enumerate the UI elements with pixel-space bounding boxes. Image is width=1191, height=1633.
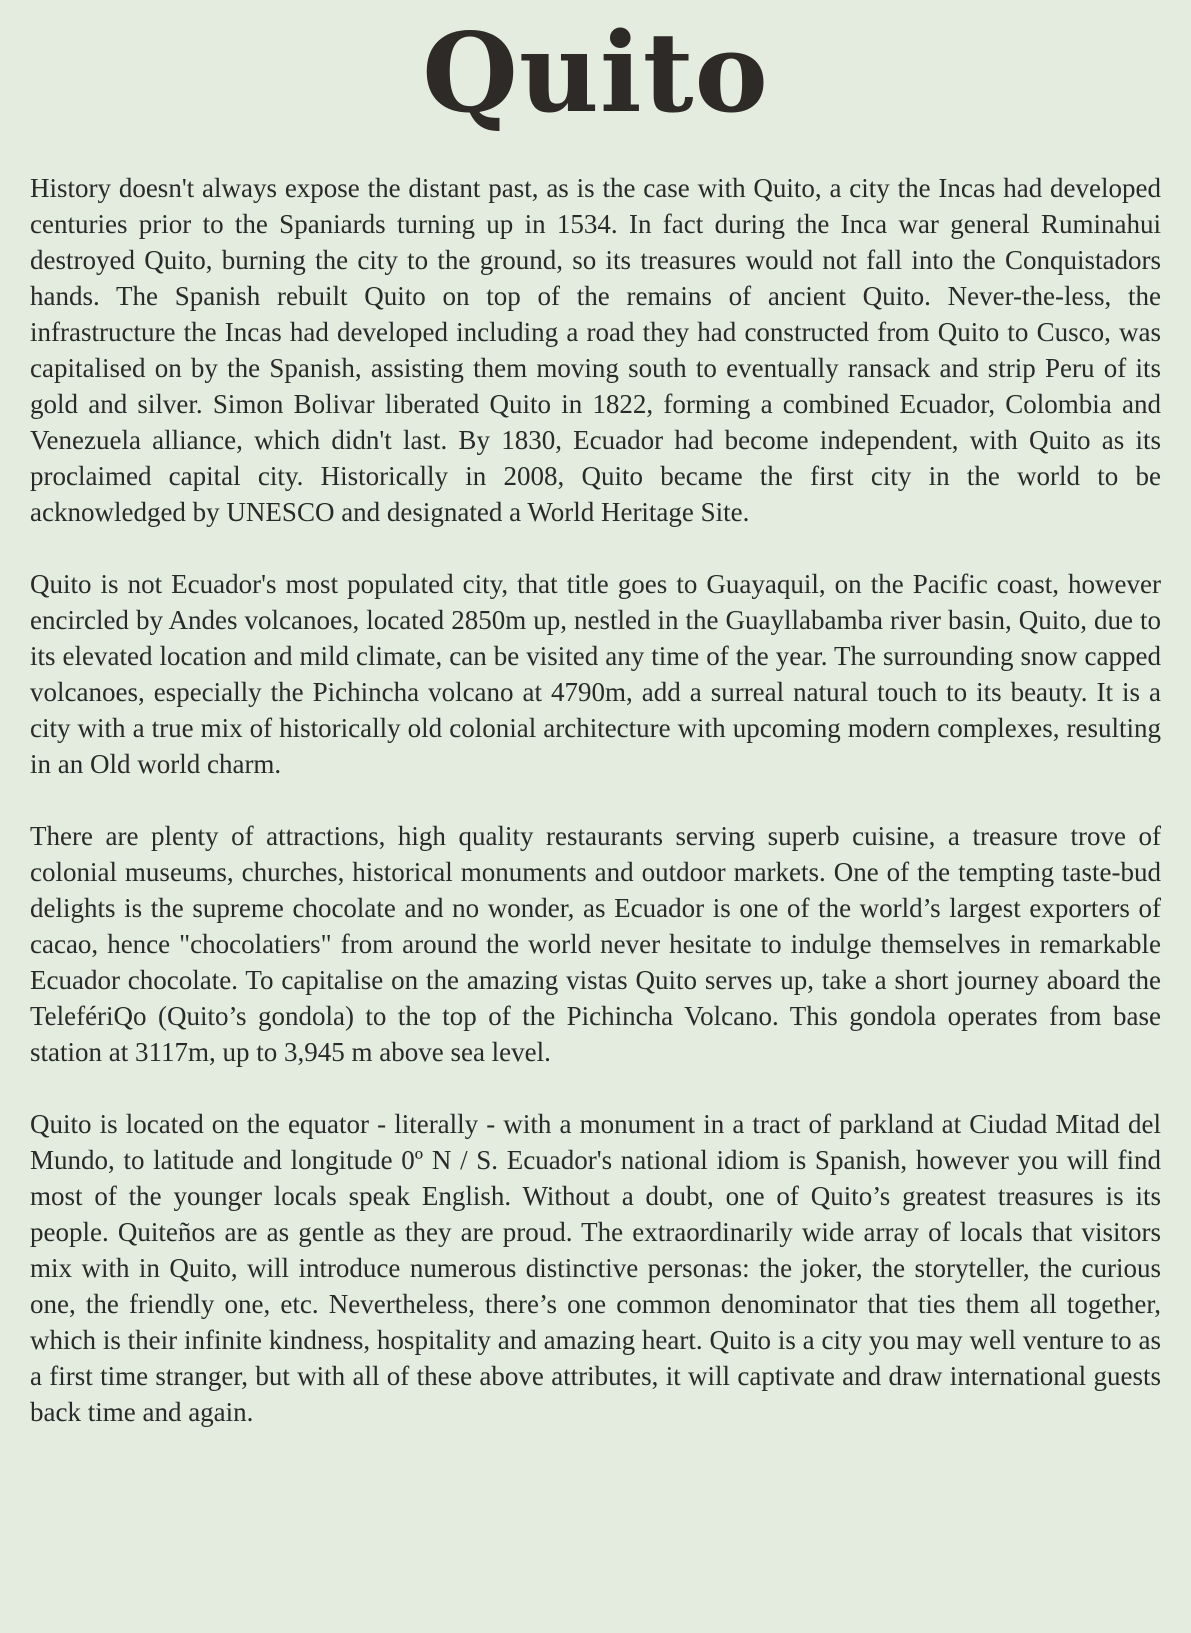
paragraph-history: History doesn't always expose the distant past, as is the case with Quito, a city the Incas had developed centuries prior to the Spaniards turning up in 1534. In fact during the Inca war general Ruminahui destroyed Quito, burning the city to the ground, so its treasures would not fall into the Conquistadors hands. The Spanish rebuilt Quito on top of the remains of ancient Quito. Never-the-less, the infrastructure the Incas had developed including a road they had constructed from Quito to Cusco, was capitalised on by the Spanish, assisting them moving south to eventually ransack and strip Peru of its gold and silver. Simon Bolivar liberated Quito in 1822, forming a combined Ecuador, Colombia and Venezuela alliance, which didn't last. By 1830, Ecuador had become independent, with Quito as its proclaimed capital city. Historically in 2008, Quito became the first city in the world to be acknowledged by UNESCO and designated a World Heritage Site.	[30, 173, 1161, 527]
paragraph-people: Quito is located on the equator - literally - with a monument in a tract of parkland at Ciudad Mitad del Mundo, to latitude and longitude 0º N / S. Ecuador's national idiom is Spanish, however you will find most of the younger locals speak English. Without a doubt, one of Quito’s greatest treasures is its people. Quiteños are as gentle as they are proud. The extraordinarily wide array of locals that visitors mix with in Quito, will introduce numerous distinctive personas: the joker, the storyteller, the curious one, the friendly one, etc. Nevertheless, there’s one common denominator that ties them all together, which is their infinite kindness, hospitality and amazing heart. Quito is a city you may well venture to as a first time stranger, but with all of these above attributes, it will captivate and draw international guests back time and again.	[30, 1109, 1161, 1427]
article-body	[30, 170, 1161, 1430]
page-title: Quito	[422, 8, 769, 137]
paragraph-attractions: There are plenty of attractions, high quality restaurants serving superb cuisine, a treasure trove of colonial museums, churches, historical monuments and outdoor markets. One of the tempting taste-bud delights is the supreme chocolate and no wonder, as Ecuador is one of the world’s largest exporters of cacao, hence "chocolatiers" from around the world never hesitate to indulge themselves in remarkable Ecuador chocolate. To capitalise on the amazing vistas Quito serves up, take a short journey aboard the TelefériQo (Quito’s gondola) to the top of the Pichincha Volcano. This gondola operates from base station at 3117m, up to 3,945 m above sea level.	[30, 821, 1161, 1067]
paragraph-geography: Quito is not Ecuador's most populated city, that title goes to Guayaquil, on the Pacific coast, however encircled by Andes volcanoes, located 2850m up, nestled in the Guayllabamba river basin, Quito, due to its elevated location and mild climate, can be visited any time of the year. The surrounding snow capped volcanoes, especially the Pichincha volcano at 4790m, add a surreal natural touch to its beauty. It is a city with a true mix of historically old colonial architecture with upcoming modern complexes, resulting in an Old world charm.	[30, 569, 1161, 779]
